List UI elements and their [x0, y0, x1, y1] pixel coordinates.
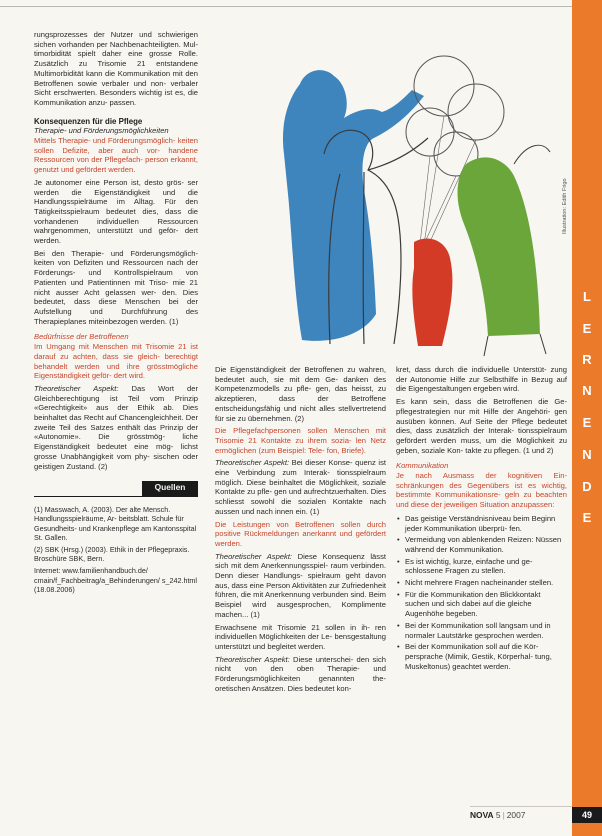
subheading-communication: Kommunikation [396, 461, 449, 471]
highlight-recognition: Die Leistungen von Betroffenen sollen durch positive Rückmeldungen anerkannt und gefördert werden. [215, 519, 386, 548]
paragraph-autonomy: Je autonomer eine Person ist, desto grös- ser werden die Eigenständigkeit und die Handlungsspielräume im Alltag. Für den Tätigkeitsspielraum bedeutet dies, dass die vorhandenen individuellen Ressourcen wahrgenommen, unterstützt und geför- dert werden. [34, 177, 198, 246]
list-item: • Vermeidung von ablenkenden Reizen: Nüssen während der Kommunikation. [396, 535, 567, 554]
paragraph-competence: Die Eigenständigkeit der Betroffenen zu wahren, bedeutet auch, sie mit dem Ge- danken des Kompetenzmodells zu pfle- gen, das heisst, zu akzeptieren, dass der Betroffene entscheidungsfähig und nicht alles stellvertretend für sie zu übernehmen. (2) [215, 365, 386, 423]
list-item: • Für die Kommunikation den Blickkontakt suchen und sich dabei auf die gleiche Augenhöhe begeben. [396, 590, 567, 619]
theory-label: Theoretischer Aspekt: [215, 654, 290, 664]
paragraph-equality-theory [34, 384, 198, 471]
paragraph-relatives: Es kann sein, dass die Betroffenen die Ge- pflegestrategien nur mit Hilfe der Angehöri- gen ausüben können. Auf Seite der Pflege bedeutet dies, dass zusätzlich der Interak- tionsspielraum gefördert werden muss, um die Möglichkeit zu geben, soziale Kon- takte zu pflegen. (1 und 2) [396, 397, 567, 455]
sidebar-letter: N [582, 447, 592, 462]
sources-label-bar [142, 481, 198, 496]
theory-label: Theoretischer Aspekt: [34, 383, 119, 393]
section-heading-consequences: Konsequenzen für die Pflege [34, 116, 143, 126]
sidebar-letter: R [582, 352, 592, 367]
column-middle [215, 365, 386, 697]
sidebar-letter: E [582, 321, 592, 336]
green-figure [458, 157, 541, 336]
list-item: • Es ist wichtig, kurze, einfache und ge- schlossene Fragen zu stellen. [396, 557, 567, 576]
column-right [396, 365, 567, 673]
red-figure [412, 239, 452, 346]
list-item: • Bei der Kommunikation soll langsam und in normaler Lautstärke gesprochen werden. [396, 621, 567, 640]
sidebar-letter: D [582, 479, 592, 494]
top-edge-rule [0, 6, 602, 7]
issue-year: 2007 [506, 810, 526, 820]
sidebar-letter: E [582, 510, 592, 525]
paragraph-life-design-theory [215, 655, 386, 694]
highlight-social-contacts: Die Pflegefachpersonen sollen Menschen mit Trisomie 21 Kontakte zu ihrem sozia- len Netz ermöglichen (zum Beispiel: Tele- fon, Briefe). [215, 426, 386, 455]
intro-paragraph: rungsprozesses der Nutzer und schwierigen sichen vorhanden per Nachbenachteiligten. Mul- timorbidität spielt daher eine grosse Rolle. Zusätzlich zu Trisomie 21 entstandene Multimorbidität kann die Kommunikation mit den Betroffenen sowie verbaler und non- verbaler Sicht erschwerten. Besonders wichtig ist es, die Kommunikation anzu- passen. [34, 30, 198, 107]
paragraph-self-help: kret, dass durch die individuelle Unterstüt- zung der Autonomie Hilfe zur Selbsthilfe in Bezug auf die Eigengestaltungen ergeben wird. [396, 365, 567, 394]
section-sidebar-lernende [572, 0, 602, 836]
sources-rule [34, 496, 198, 497]
illustration-credit: Illustration: Edith Frigo [562, 178, 568, 234]
list-item: • Nicht mehrere Fragen nacheinander stellen. [396, 578, 567, 588]
sources-label: Quellen [154, 482, 186, 493]
page-footer [470, 810, 525, 820]
theory-text: Das Wort der Gleichberechtigung ist Teil vom Prinzip «Gerechtigkeit» aus der Ethik ab. Dies beinhaltet das Recht auf Chancengleichheit. Der zweite Teil des Satzes enthält das Prinzip der «Autonomie». Die grösstmög- liche Eigenständigkeit bedeutet eine mög- lichst grosse Unabhängigkeit vom phy- sischen oder geistigen Zustand. (2) [34, 383, 198, 471]
subheading-therapy: Therapie- und Förderungsmöglichkeiten [34, 126, 169, 136]
sidebar-letter: E [582, 415, 592, 430]
theory-label: Theoretischer Aspekt: [215, 458, 290, 468]
magazine-name: NOVA [470, 810, 494, 820]
highlight-therapy: Mittels Therapie- und Förderungsmöglich- keiten sollen Defizite, aber auch vor- handene Ressourcen von der Pflegefach- person erkannt, genutzt und gefördert werden. [34, 136, 198, 175]
source-item-3: Internet: www.familienhandbuch.de/ cmain/f_Fachbeitrag/a_Behinderungen/ s_242.html (18.08.2006) [34, 566, 198, 594]
issue-number: 5 [495, 810, 501, 820]
paragraph-therapy-planning: Bei den Therapie- und Förderungsmöglich- keiten von Defiziten und Ressourcen nach der Förderungs- und Kontrollspielraum von Patienten und Patientinnen mit Triso- mie 21 nicht ausser Acht gelassen wer- den. Dies bedeutet, dass diese Menschen bei der Aufstellung und Durchführung des Therapieplanes miteinbezogen werden. (1) [34, 248, 198, 326]
sidebar-letter: L [583, 289, 591, 304]
list-item: • Bei der Kommunikation soll auf die Kör- persprache (Mimik, Gestik, Körperhal- tung, Muskeltonus) geachtet werden. [396, 642, 567, 671]
footer-rule [470, 806, 572, 807]
paragraph-interaction-theory [215, 458, 386, 516]
subheading-needs: Bedürfnisse der Betroffenen [34, 332, 129, 342]
sidebar-letter: N [582, 383, 592, 398]
communication-rules-list [396, 514, 567, 672]
footer-separator: | [502, 810, 505, 820]
paragraph-recognition-theory [215, 552, 386, 620]
page-number: 49 [572, 807, 602, 823]
list-item: • Das geistige Verständnisniveau beim Beginn jeder Kommunikation überprü- fen. [396, 514, 567, 533]
theory-text: Diese unterschei- den sich nicht von den oben Therapie- und Förderungsmöglichkeiten genannten the- oretischen Ansätzen. Dies bedeutet kon- [215, 654, 386, 693]
sources-header [34, 481, 198, 497]
source-item-2: (2) SBK (Hrsg.) (2003). Ethik in der Pflegepraxis. Broschüre SBK, Bern. [34, 545, 190, 564]
theory-text: Bei dieser Konse- quenz ist eine Verbindung zum Interak- tionsspielraum möglich. Diese beinhaltet die Möglichkeit, soziale Kontakte zu pfle- gen und aufrechtzuerhalten. Dies schliesst sowohl die sozialen Kontakte nach aussen und nach innen ein. (1) [215, 458, 386, 516]
source-item-1: (1) Masswach, A. (2003). Der alte Mensch. Handlungsspielräume, Ar- beitsblatt. Schule für Gesundheits- und Krankenpflege am Kantonsspital St. Gallen. [34, 505, 197, 542]
paragraph-life-design: Erwachsene mit Trisomie 21 sollen in ih- ren individuellen Möglichkeiten der Le- bensgestaltung unterstützt und begleitet werden. [215, 622, 386, 651]
illustration-figures-balloons [214, 14, 564, 366]
blue-figure [283, 70, 424, 341]
highlight-equality: Im Umgang mit Menschen mit Trisomie 21 ist darauf zu achten, dass sie gleich- berechtigt behandelt werden und ihre grösstmögliche Eigenständigkeit geför- dert wird. [34, 342, 198, 381]
theory-label: Theoretischer Aspekt: [215, 551, 293, 561]
column-left [34, 30, 198, 594]
theory-text: Diese Konsequenz lässt sich mit dem Anerkennungsspiel- raum verbinden. Denn dieser Handlungs- spielraum geht davon aus, dass eine Person Aktivitäten zur Zufriedenheit führen, die mit Anerkennung verbunden sind. Beim Beispiel wird ausgesprochen, Komplimente machen... (1) [215, 551, 386, 619]
highlight-communication-rules: Je nach Ausmass der kognitiven Ein- schränkungen des Gegenübers ist es wichtig, bestimmte Kommunikationsre- geln zu beachten und diese der jeweiligen Situation anzupassen: [396, 471, 567, 510]
